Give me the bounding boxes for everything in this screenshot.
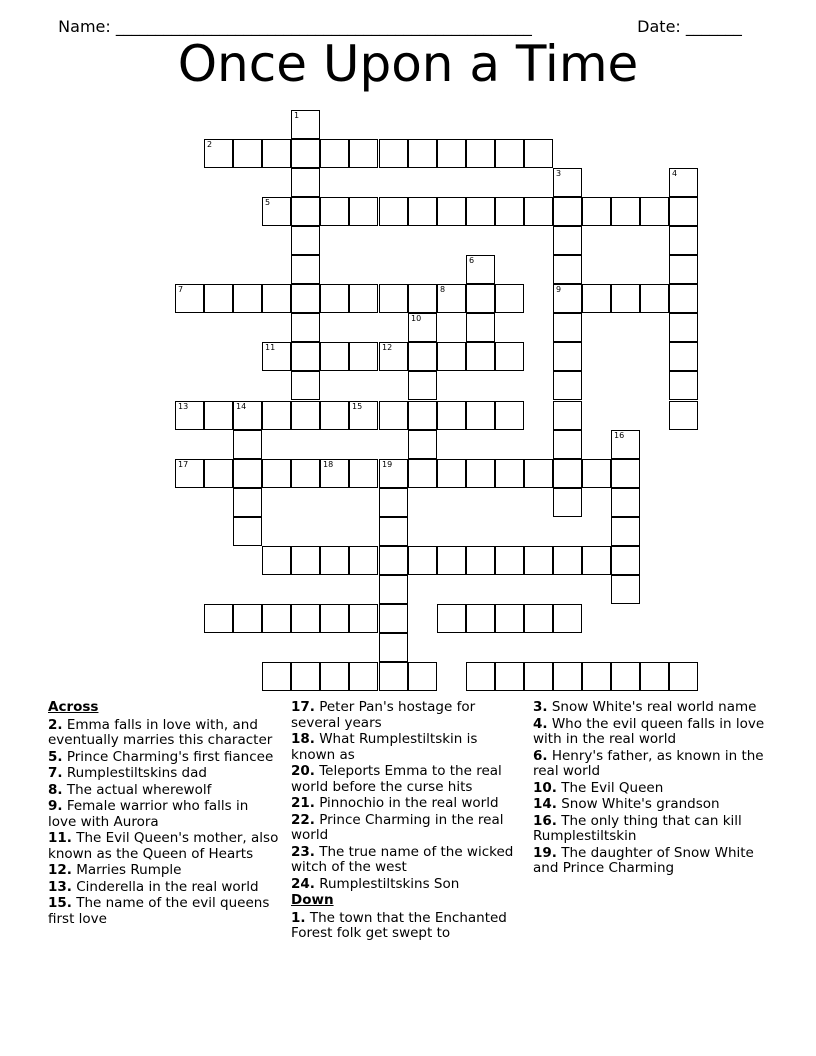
date-label: Date: (637, 17, 686, 36)
clue-number: 4. (533, 715, 548, 732)
grid-cell[interactable] (204, 604, 233, 633)
clue-column-1 (48, 700, 280, 928)
grid-cell[interactable] (611, 488, 640, 517)
grid-cell[interactable] (233, 284, 262, 313)
clue-number: 18 (323, 460, 334, 469)
clue-number: 12 (382, 343, 393, 352)
grid-cell[interactable] (379, 459, 408, 488)
grid-cell[interactable] (233, 430, 262, 459)
clue-item (291, 764, 523, 795)
clue-number: 19. (533, 844, 557, 861)
grid-cell[interactable] (408, 197, 437, 226)
clue-text: The name of the evil queens first love (48, 895, 270, 927)
clue-item (291, 911, 523, 942)
grid-cell[interactable] (495, 342, 524, 371)
grid-cell[interactable] (262, 284, 291, 313)
grid-cell[interactable] (379, 401, 408, 430)
clue-number: 6. (533, 747, 548, 764)
clue-number: 10. (533, 779, 557, 796)
clue-text: The only thing that can kill Rumplestiltskin (533, 812, 742, 844)
grid-cell[interactable] (204, 459, 233, 488)
grid-cell[interactable] (379, 604, 408, 633)
grid-cell[interactable] (437, 401, 466, 430)
clue-number: 3. (533, 699, 548, 715)
grid-cell[interactable] (669, 313, 698, 342)
grid-cell[interactable] (349, 459, 378, 488)
clue-item (48, 896, 280, 927)
grid-cell[interactable] (379, 633, 408, 662)
page-title: Once Upon a Time (177, 35, 639, 93)
grid-cell[interactable] (524, 197, 553, 226)
grid-cell[interactable] (640, 662, 669, 691)
grid-cell[interactable] (466, 197, 495, 226)
grid-cell[interactable] (175, 401, 204, 430)
grid-cell[interactable] (291, 255, 320, 284)
grid-cell[interactable] (408, 371, 437, 400)
clue-text: Snow White's real world name (547, 699, 757, 715)
grid-cell[interactable] (291, 284, 320, 313)
grid-cell[interactable] (262, 401, 291, 430)
clue-item (533, 846, 765, 877)
clue-number: 22. (291, 811, 315, 828)
name-line[interactable]: ____________________________________________________ (115, 17, 532, 36)
grid-cell[interactable] (611, 197, 640, 226)
grid-cell[interactable] (204, 139, 233, 168)
grid-cell[interactable] (495, 459, 524, 488)
clue-text: Prince Charming's first fiancee (62, 748, 274, 765)
grid-cell[interactable] (611, 517, 640, 546)
grid-cell[interactable] (669, 168, 698, 197)
grid-cell[interactable] (524, 459, 553, 488)
clue-number: 9 (556, 285, 562, 294)
clue-text: Snow White's grandson (556, 796, 720, 812)
grid-cell[interactable] (320, 546, 349, 575)
grid-cell[interactable] (553, 604, 582, 633)
grid-cell[interactable] (553, 197, 582, 226)
clue-number: 6 (469, 256, 475, 265)
clue-number: 24. (291, 875, 315, 892)
clue-column-3 (533, 700, 765, 878)
grid-cell[interactable] (669, 371, 698, 400)
grid-cell[interactable] (582, 546, 611, 575)
grid-cell[interactable] (408, 401, 437, 430)
clue-number: 14 (236, 402, 247, 411)
clue-text: The true name of the wicked witch of the west (291, 843, 514, 875)
grid-cell[interactable] (582, 284, 611, 313)
clue-number: 16 (614, 431, 625, 440)
grid-cell[interactable] (669, 197, 698, 226)
grid-cell[interactable] (466, 604, 495, 633)
clue-item (533, 797, 765, 813)
grid-cell[interactable] (553, 430, 582, 459)
grid-cell[interactable] (408, 662, 437, 691)
grid-cell[interactable] (291, 139, 320, 168)
clue-number: 9. (48, 798, 63, 814)
clue-column-2 (291, 700, 523, 943)
clue-text: Emma falls in love with, and eventually marries this character (48, 716, 273, 748)
clue-number: 15. (48, 895, 72, 911)
clue-text: Rumplestiltskins dad (62, 765, 207, 781)
clue-item (48, 863, 280, 879)
grid-cell[interactable] (291, 371, 320, 400)
grid-cell[interactable] (262, 342, 291, 371)
clue-text: Pinnochio in the real world (314, 795, 499, 811)
grid-cell[interactable] (262, 604, 291, 633)
clue-number: 8. (48, 781, 63, 798)
grid-cell[interactable] (495, 604, 524, 633)
clue-item (291, 845, 523, 876)
clue-item (533, 814, 765, 845)
clue-text: The Evil Queen (556, 779, 664, 796)
date-line[interactable]: _______ (685, 17, 742, 36)
grid-cell[interactable] (320, 662, 349, 691)
grid-cell[interactable] (291, 168, 320, 197)
clue-number: 3 (556, 169, 562, 178)
grid-cell[interactable] (291, 662, 320, 691)
grid-cell[interactable] (320, 139, 349, 168)
grid-cell[interactable] (437, 197, 466, 226)
grid-cell[interactable] (466, 662, 495, 691)
clue-text: Who the evil queen falls in love with in the real world (533, 715, 765, 747)
grid-cell[interactable] (437, 284, 466, 313)
grid-cell[interactable] (291, 226, 320, 255)
grid-cell[interactable] (233, 604, 262, 633)
grid-cell[interactable] (291, 546, 320, 575)
clue-text: The actual wherewolf (62, 781, 212, 798)
grid-cell[interactable] (349, 662, 378, 691)
grid-cell[interactable] (553, 255, 582, 284)
grid-cell[interactable] (233, 401, 262, 430)
grid-cell[interactable] (553, 371, 582, 400)
grid-cell[interactable] (320, 197, 349, 226)
clue-item (48, 831, 280, 862)
clue-item (48, 766, 280, 782)
grid-cell[interactable] (466, 313, 495, 342)
clue-number: 1 (294, 111, 300, 120)
grid-cell[interactable] (175, 459, 204, 488)
grid-cell[interactable] (495, 139, 524, 168)
clue-number: 13 (178, 402, 189, 411)
grid-cell[interactable] (553, 284, 582, 313)
grid-cell[interactable] (291, 401, 320, 430)
clue-text: Rumplestiltskins Son (314, 875, 460, 892)
clue-number: 12. (48, 862, 72, 878)
grid-cell[interactable] (466, 284, 495, 313)
grid-cell[interactable] (553, 313, 582, 342)
clue-number: 17. (291, 699, 315, 715)
grid-cell[interactable] (291, 110, 320, 139)
grid-cell[interactable] (262, 139, 291, 168)
grid-cell[interactable] (640, 284, 669, 313)
clue-text: Female warrior who falls in love with Aurora (48, 798, 249, 830)
clue-item (48, 783, 280, 799)
grid-cell[interactable] (437, 459, 466, 488)
grid-cell[interactable] (349, 197, 378, 226)
grid-cell[interactable] (349, 342, 378, 371)
grid-cell[interactable] (669, 662, 698, 691)
grid-cell[interactable] (495, 662, 524, 691)
grid-cell[interactable] (320, 284, 349, 313)
grid-cell[interactable] (349, 284, 378, 313)
grid-cell[interactable] (379, 342, 408, 371)
grid-cell[interactable] (408, 342, 437, 371)
grid-cell[interactable] (408, 546, 437, 575)
grid-cell[interactable] (262, 546, 291, 575)
clue-text: Marries Rumple (71, 862, 182, 878)
grid-cell[interactable] (669, 401, 698, 430)
grid-cell[interactable] (349, 401, 378, 430)
clue-number: 2. (48, 716, 63, 733)
grid-cell[interactable] (611, 430, 640, 459)
grid-cell[interactable] (524, 546, 553, 575)
clue-number: 21. (291, 795, 315, 811)
grid-cell[interactable] (466, 139, 495, 168)
clue-number: 1. (291, 909, 306, 926)
clue-text: Henry's father, as known in the real world (533, 747, 764, 779)
clue-item (48, 718, 280, 749)
grid-cell[interactable] (437, 604, 466, 633)
across-heading: Across (48, 699, 99, 715)
grid-cell[interactable] (553, 168, 582, 197)
grid-cell[interactable] (466, 546, 495, 575)
clue-text: What Rumplestiltskin is known as (291, 731, 478, 763)
grid-cell[interactable] (379, 517, 408, 546)
grid-cell[interactable] (408, 459, 437, 488)
grid-cell[interactable] (524, 604, 553, 633)
grid-cell[interactable] (291, 459, 320, 488)
clue-number: 11. (48, 830, 72, 846)
clue-number: 13. (48, 878, 72, 895)
clue-number: 20. (291, 763, 315, 779)
grid-cell[interactable] (320, 604, 349, 633)
grid-cell[interactable] (437, 342, 466, 371)
grid-cell[interactable] (669, 255, 698, 284)
grid-cell[interactable] (233, 459, 262, 488)
grid-cell[interactable] (582, 662, 611, 691)
clue-number: 15 (352, 402, 363, 411)
clue-number: 23. (291, 843, 315, 860)
grid-cell[interactable] (553, 226, 582, 255)
clue-item (291, 700, 523, 731)
grid-cell[interactable] (669, 226, 698, 255)
clue-number: 18. (291, 731, 315, 747)
clue-number: 4 (672, 169, 678, 178)
grid-cell[interactable] (553, 488, 582, 517)
clue-item (48, 799, 280, 830)
grid-cell[interactable] (349, 546, 378, 575)
grid-cell[interactable] (553, 546, 582, 575)
grid-cell[interactable] (495, 546, 524, 575)
clue-text: Peter Pan's hostage for several years (291, 699, 476, 731)
name-label: Name: (58, 17, 116, 36)
grid-cell[interactable] (233, 517, 262, 546)
grid-cell[interactable] (553, 662, 582, 691)
grid-cell[interactable] (466, 401, 495, 430)
grid-cell[interactable] (437, 546, 466, 575)
clue-number: 14. (533, 796, 557, 812)
clue-number: 5 (265, 198, 271, 207)
grid-cell[interactable] (233, 139, 262, 168)
grid-cell[interactable] (553, 401, 582, 430)
grid-cell[interactable] (204, 401, 233, 430)
clue-item (533, 781, 765, 797)
clue-number: 17 (178, 460, 189, 469)
grid-cell[interactable] (379, 139, 408, 168)
clue-number: 7. (48, 765, 63, 781)
grid-cell[interactable] (291, 342, 320, 371)
grid-cell[interactable] (640, 197, 669, 226)
grid-cell[interactable] (408, 313, 437, 342)
grid-cell[interactable] (611, 459, 640, 488)
clue-item (291, 732, 523, 763)
grid-cell[interactable] (175, 284, 204, 313)
clue-item (533, 700, 765, 716)
grid-cell[interactable] (524, 662, 553, 691)
grid-cell[interactable] (495, 401, 524, 430)
grid-cell[interactable] (262, 459, 291, 488)
grid-cell[interactable] (262, 197, 291, 226)
grid-cell[interactable] (582, 459, 611, 488)
grid-cell[interactable] (349, 604, 378, 633)
grid-cell[interactable] (291, 197, 320, 226)
grid-cell[interactable] (204, 284, 233, 313)
grid-cell[interactable] (233, 488, 262, 517)
clue-number: 19 (382, 460, 393, 469)
grid-cell[interactable] (291, 313, 320, 342)
grid-cell[interactable] (553, 459, 582, 488)
clue-item (48, 880, 280, 896)
clue-number: 11 (265, 343, 276, 352)
clue-number: 16. (533, 812, 557, 829)
clue-text: The daughter of Snow White and Prince Charming (533, 844, 754, 876)
clue-number: 7 (178, 285, 184, 294)
grid-cell[interactable] (349, 139, 378, 168)
clue-item (291, 813, 523, 844)
grid-cell[interactable] (611, 575, 640, 604)
grid-cell[interactable] (262, 662, 291, 691)
grid-cell[interactable] (524, 139, 553, 168)
clue-item (48, 750, 280, 766)
grid-cell[interactable] (379, 575, 408, 604)
grid-cell[interactable] (669, 284, 698, 313)
grid-cell[interactable] (408, 284, 437, 313)
clue-number: 5. (48, 748, 63, 765)
grid-cell[interactable] (582, 197, 611, 226)
clue-text: Prince Charming in the real world (291, 811, 504, 843)
clue-text: The Evil Queen's mother, also known as the Queen of Hearts (48, 830, 279, 862)
clue-text: Teleports Emma to the real world before the curse hits (291, 763, 502, 795)
grid-cell[interactable] (466, 342, 495, 371)
down-heading: Down (291, 892, 334, 908)
grid-cell[interactable] (408, 139, 437, 168)
grid-cell[interactable] (495, 197, 524, 226)
grid-cell[interactable] (379, 662, 408, 691)
clue-item (291, 877, 523, 893)
grid-cell[interactable] (553, 342, 582, 371)
grid-cell[interactable] (320, 401, 349, 430)
clue-item (533, 717, 765, 748)
clue-number: 10 (411, 314, 422, 323)
grid-cell[interactable] (495, 284, 524, 313)
clue-text: The town that the Enchanted Forest folk get swept to (291, 909, 507, 941)
clue-number: 2 (207, 140, 213, 149)
grid-cell[interactable] (291, 604, 320, 633)
clue-item (291, 796, 523, 812)
clue-text: Cinderella in the real world (71, 878, 259, 895)
grid-cell[interactable] (466, 255, 495, 284)
grid-cell[interactable] (408, 430, 437, 459)
grid-cell[interactable] (669, 342, 698, 371)
grid-cell[interactable] (379, 284, 408, 313)
grid-cell[interactable] (611, 662, 640, 691)
clue-item (533, 749, 765, 780)
grid-cell[interactable] (320, 342, 349, 371)
clue-number: 8 (440, 285, 446, 294)
grid-cell[interactable] (379, 546, 408, 575)
grid-cell[interactable] (611, 546, 640, 575)
grid-cell[interactable] (437, 139, 466, 168)
grid-cell[interactable] (379, 197, 408, 226)
grid-cell[interactable] (379, 488, 408, 517)
grid-cell[interactable] (466, 459, 495, 488)
grid-cell[interactable] (320, 459, 349, 488)
grid-cell[interactable] (611, 284, 640, 313)
